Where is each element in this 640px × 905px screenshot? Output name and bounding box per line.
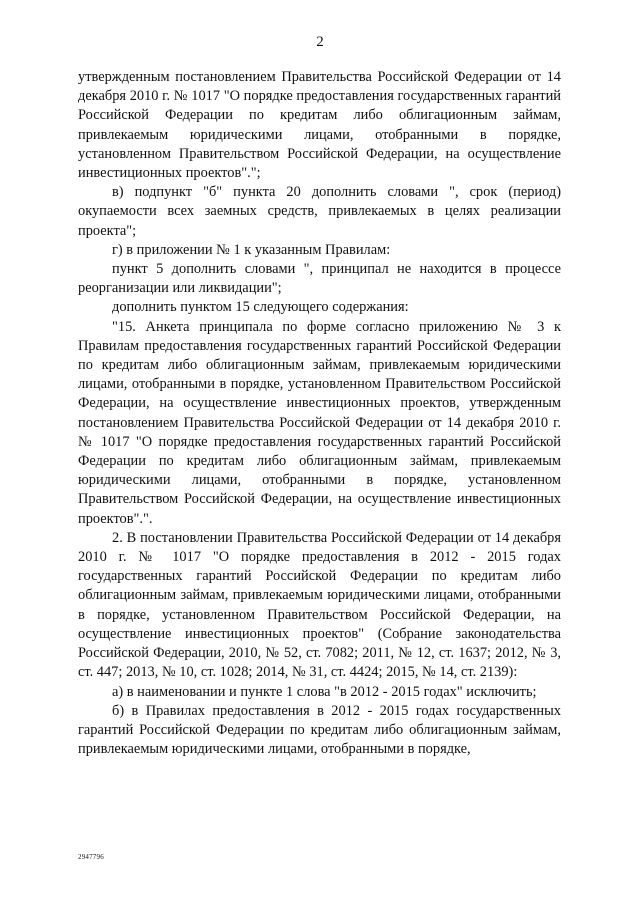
paragraph-subitem-b: б) в Правилах предоставления в 2012 - 2015 годах государственных гарантий Российской Федерации по кредитам либо облигационным займам, привлекаемым юридическими лицами, отобранными в порядке, (78, 702, 561, 758)
document-body (78, 68, 561, 759)
paragraph-point-5: пункт 5 дополнить словами ", принципал не находится в процессе реорганизации или ликвидации"; (78, 261, 561, 297)
page-number: 2 (316, 34, 324, 50)
paragraph-point-15-text: "15. Анкета принципала по форме согласно приложению № 3 к Правилам предоставления государственных гарантий Российской Федерации по кредитам либо облигационным займам, привлекаемым юридическими лицами, отобранными в порядке, установленном Правительством Российской Федерации, на осуществление инвестиционных проектов, утвержденным постановлением Правительства Российской Федерации от 14 декабря 2010 г. № 1017 "О порядке предоставления государственных гарантий Российской Федерации по кредитам либо облигационным займам, привлекаемым юридическими лицами, отобранными в порядке, установленном Правительством Российской Федерации, на осуществление инвестиционных проектов".". (78, 318, 561, 527)
paragraph-subitem-v: в) подпункт "б" пункта 20 дополнить словами ", срок (период) окупаемости всех заемных средств, привлекаемых в целях реализации проекта"; (78, 184, 561, 239)
paragraph-continuation: утвержденным постановлением Правительства Российской Федерации от 14 декабря 2010 г. № 1017 "О порядке предоставления государственных гарантий Российской Федерации по кредитам либо облигационным займам, привлекаемым юридическими лицами, отобранными в порядке, установленном Правительством Российской Федерации, на осуществление инвестиционных проектов"."; (78, 69, 561, 182)
paragraph-add-point-15: дополнить пунктом 15 следующего содержания: (112, 299, 409, 316)
paragraph-subitem-g: г) в приложении № 1 к указанным Правилам: (112, 241, 391, 258)
paragraph-section-2: 2. В постановлении Правительства Российской Федерации от 14 декабря 2010 г. № 1017 "О порядке предоставления в 2012 - 2015 годах государственных гарантий Российской Федерации по кредитам либо облигационным займам, привлекаемым юридическими лицами, отобранными в порядке, установленном Правительством Российской Федерации, на осуществление инвестиционных проектов" (Собрание законодательства Российской Федерации, 2010, № 52, ст. 7082; 2011, № 12, ст. 1637; 2012, № 3, ст. 447; 2013, № 10, ст. 1028; 2014, № 31, ст. 4424; 2015, № 14, ст. 2139): (78, 529, 561, 681)
document-id: 2947796 (78, 853, 104, 861)
paragraph-subitem-a: а) в наименовании и пункте 1 слова "в 2012 - 2015 годах" исключить; (112, 683, 537, 700)
